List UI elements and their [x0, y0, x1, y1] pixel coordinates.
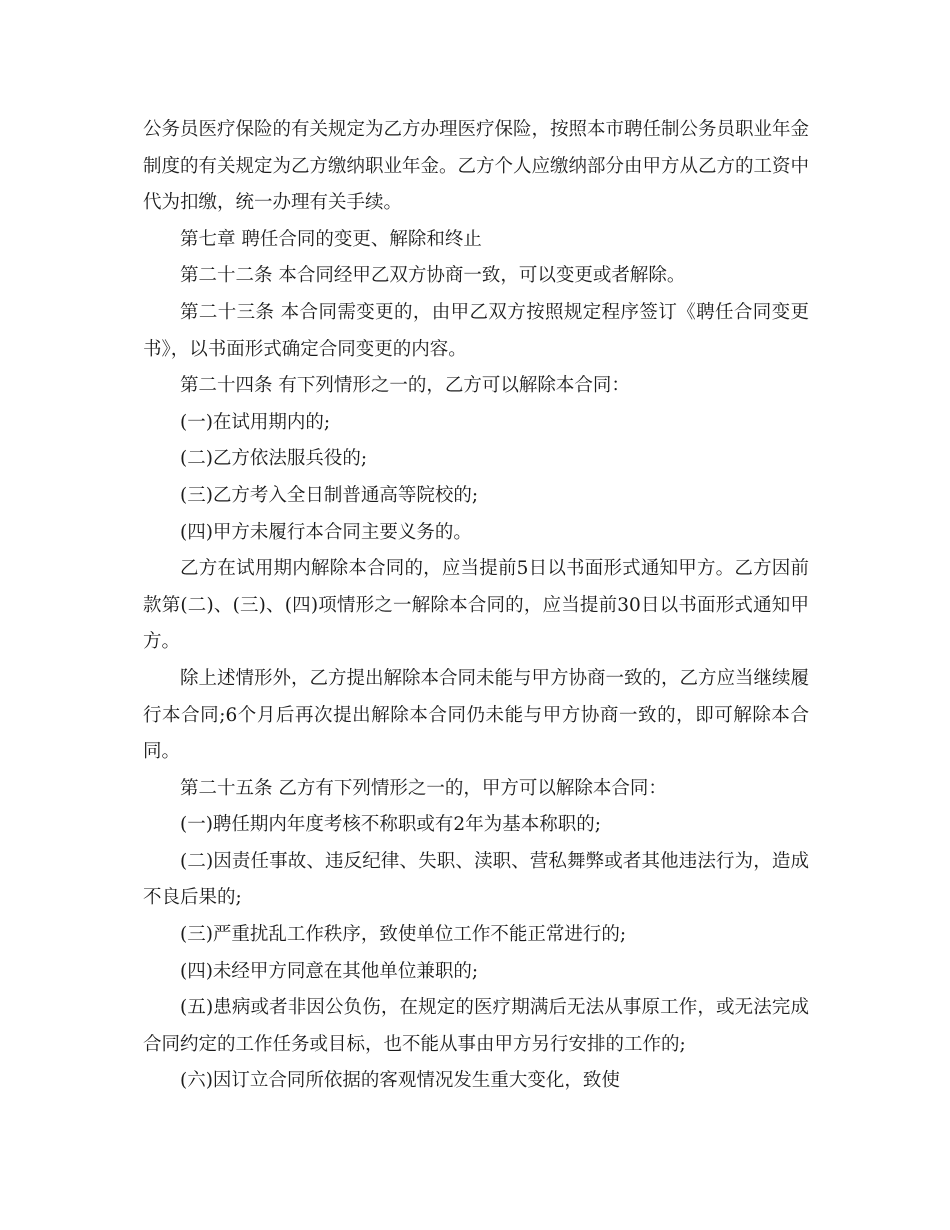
list-item: (五)患病或者非因公负伤，在规定的医疗期满后无法从事原工作，或无法完成合同约定的工作任务或目标，也不能从事由甲方另行安排的工作的; — [143, 997, 809, 1055]
paragraph: 公务员医疗保险的有关规定为乙方办理医疗保险，按照本市聘任制公务员职业年金制度的有关规定为乙方缴纳职业年金。乙方个人应缴纳部分由甲方从乙方的工资中代为扣缴，统一办理有关手续。 — [143, 119, 810, 214]
list-item: (二)乙方依法服兵役的; — [180, 448, 368, 470]
list-item: (三)乙方考入全日制普通高等院校的; — [180, 484, 479, 506]
paragraph: 第二十四条 有下列情形之一的，乙方可以解除本合同： — [180, 375, 630, 397]
list-item: (四)未经甲方同意在其他单位兼职的; — [180, 960, 479, 982]
paragraph: 第二十三条 本合同需变更的，由甲乙双方按照规定程序签订《聘任合同变更书》，以书面形式确定合同变更的内容。 — [143, 301, 809, 360]
list-item: (六)因订立合同所依据的客观情况发生重大变化，致使 — [180, 1070, 620, 1092]
list-item: (一)聘任期内年度考核不称职或有2年为基本称职的; — [180, 814, 601, 836]
chapter-heading: 第七章 聘任合同的变更、解除和终止 — [180, 228, 482, 250]
paragraph: 乙方在试用期内解除本合同的，应当提前5日以书面形式通知甲方。乙方因前款第(二)、(三)、(四)项情形之一解除本合同的，应当提前30日以书面形式通知甲方。 — [143, 558, 809, 653]
paragraph: 第二十二条 本合同经甲乙双方协商一致，可以变更或者解除。 — [180, 265, 686, 287]
document-body — [143, 112, 809, 1100]
list-item: (二)因责任事故、违反纪律、失职、渎职、营私舞弊或者其他违法行为，造成不良后果的; — [143, 850, 809, 909]
list-item: (三)严重扰乱工作秩序，致使单位工作不能正常进行的; — [180, 924, 627, 946]
list-item: (一)在试用期内的; — [180, 411, 331, 433]
paragraph: 除上述情形外，乙方提出解除本合同未能与甲方协商一致的，乙方应当继续履行本合同;6个月后再次提出解除本合同仍未能与甲方协商一致的，即可解除本合同。 — [143, 667, 810, 763]
paragraph: 第二十五条 乙方有下列情形之一的，甲方可以解除本合同： — [180, 777, 667, 799]
list-item: (四)甲方未履行本合同主要义务的。 — [180, 521, 472, 543]
